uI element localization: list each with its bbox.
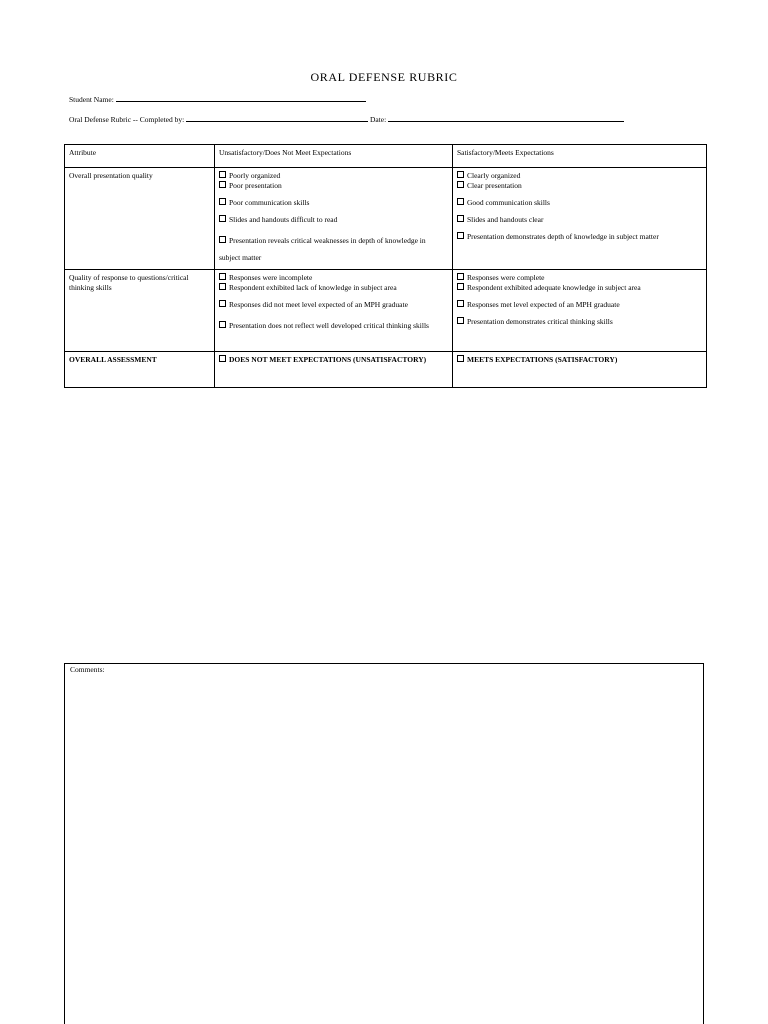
table-row (65, 168, 707, 270)
checkbox-item[interactable]: Poorly organized (219, 171, 448, 181)
comments-label: Comments: (70, 665, 105, 674)
checkbox-icon[interactable] (457, 355, 464, 362)
checkbox-icon[interactable] (219, 236, 226, 243)
checkbox-item[interactable]: Responses were incomplete (219, 273, 448, 283)
student-name-label: Student Name: (69, 95, 114, 104)
overall-assessment-label: OVERALL ASSESSMENT (65, 352, 215, 388)
checkbox-icon[interactable] (457, 273, 464, 280)
attribute-cell: Overall presentation quality (65, 168, 215, 270)
overall-assessment-row (65, 352, 707, 388)
checkbox-item[interactable]: Presentation does not reflect well developed critical thinking skills (219, 317, 448, 334)
does-not-meet-option[interactable]: DOES NOT MEET EXPECTATIONS (UNSATISFACTORY) (215, 352, 453, 388)
checkbox-item[interactable]: Respondent exhibited lack of knowledge in subject area (219, 283, 448, 293)
checkbox-icon[interactable] (457, 283, 464, 290)
checkbox-item[interactable]: Responses did not meet level expected of an MPH graduate (219, 300, 448, 310)
date-label: Date: (369, 115, 387, 124)
checkbox-icon[interactable] (219, 215, 226, 222)
satisfactory-cell (453, 270, 707, 352)
checkbox-icon[interactable] (219, 300, 226, 307)
header-attribute: Attribute (65, 145, 215, 168)
checkbox-icon[interactable] (219, 181, 226, 188)
satisfactory-cell (453, 168, 707, 270)
checkbox-item[interactable]: Presentation demonstrates critical thinking skills (457, 317, 702, 327)
page-title: ORAL DEFENSE RUBRIC (310, 70, 458, 84)
checkbox-item[interactable]: Presentation reveals critical weaknesses in depth of knowledge in subject matter (219, 236, 426, 262)
checkbox-icon[interactable] (219, 171, 226, 178)
checkbox-item[interactable]: Clearly organized (457, 171, 702, 181)
checkbox-icon[interactable] (219, 321, 226, 328)
checkbox-item[interactable]: Poor presentation (219, 181, 448, 191)
checkbox-icon[interactable] (457, 317, 464, 324)
table-row (65, 270, 707, 352)
checkbox-icon[interactable] (457, 215, 464, 222)
checkbox-icon[interactable] (457, 300, 464, 307)
checkbox-item[interactable]: Slides and handouts clear (457, 215, 702, 225)
meets-option[interactable]: MEETS EXPECTATIONS (SATISFACTORY) (453, 352, 707, 388)
checkbox-icon[interactable] (219, 198, 226, 205)
checkbox-item[interactable]: Responses met level expected of an MPH graduate (457, 300, 702, 310)
unsatisfactory-cell (215, 168, 453, 270)
completed-by-label: Oral Defense Rubric -- Completed by: (69, 115, 185, 124)
checkbox-item[interactable]: Good communication skills (457, 198, 702, 208)
checkbox-icon[interactable] (219, 355, 226, 362)
checkbox-item[interactable]: Clear presentation (457, 181, 702, 191)
checkbox-item[interactable]: Presentation demonstrates depth of knowledge in subject matter (457, 232, 702, 242)
comments-box[interactable] (64, 663, 704, 1024)
date-input[interactable] (388, 114, 624, 122)
rubric-table (64, 144, 707, 388)
checkbox-icon[interactable] (457, 171, 464, 178)
checkbox-item[interactable]: Poor communication skills (219, 198, 448, 208)
checkbox-item[interactable]: Responses were complete (457, 273, 702, 283)
completed-by-row (69, 114, 624, 124)
header-unsatisfactory: Unsatisfactory/Does Not Meet Expectations (215, 145, 453, 168)
student-name-row (69, 94, 366, 104)
checkbox-icon[interactable] (457, 232, 464, 239)
header-satisfactory: Satisfactory/Meets Expectations (453, 145, 707, 168)
unsatisfactory-cell (215, 270, 453, 352)
student-name-input[interactable] (116, 94, 366, 102)
checkbox-icon[interactable] (219, 273, 226, 280)
checkbox-item[interactable]: Slides and handouts difficult to read (219, 215, 448, 225)
checkbox-item[interactable]: Respondent exhibited adequate knowledge in subject area (457, 283, 702, 293)
completed-by-input[interactable] (186, 114, 368, 122)
table-header-row (65, 145, 707, 168)
checkbox-icon[interactable] (457, 181, 464, 188)
checkbox-icon[interactable] (457, 198, 464, 205)
checkbox-icon[interactable] (219, 283, 226, 290)
attribute-cell: Quality of response to questions/critical thinking skills (65, 270, 215, 352)
